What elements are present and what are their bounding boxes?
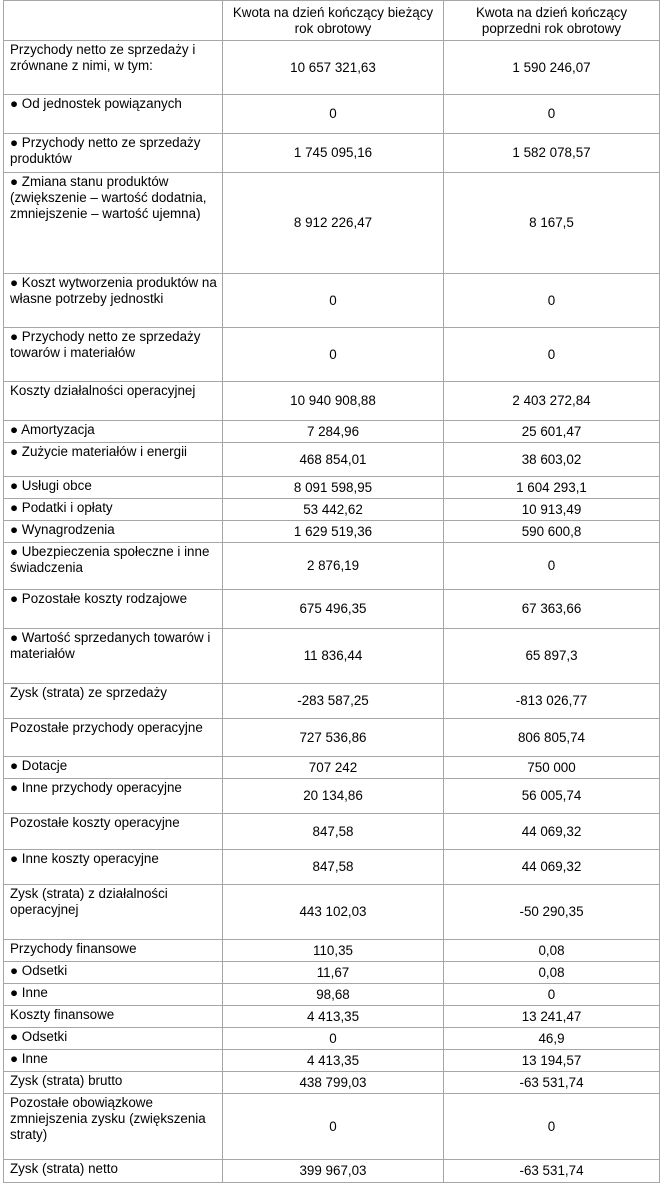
row-label: ● Ubezpieczenia społeczne i inne świadczenia [4, 543, 223, 590]
row-label: Zysk (strata) brutto [4, 1072, 223, 1094]
table-row [4, 443, 660, 477]
row-label: ● Usługi obce [4, 477, 223, 499]
value-current-year: 707 242 [223, 757, 444, 779]
value-current-year: 847,58 [223, 850, 444, 885]
value-current-year: 110,35 [223, 940, 444, 962]
value-previous-year: 0 [444, 984, 660, 1006]
value-current-year: 10 940 908,88 [223, 382, 444, 421]
value-current-year: 2 876,19 [223, 543, 444, 590]
table-row [4, 543, 660, 590]
value-current-year: 4 413,35 [223, 1006, 444, 1028]
value-current-year: 847,58 [223, 814, 444, 850]
value-previous-year: 44 069,32 [444, 814, 660, 850]
table-row [4, 885, 660, 940]
value-previous-year: 44 069,32 [444, 850, 660, 885]
table-row [4, 274, 660, 328]
table-row [4, 590, 660, 629]
table-row [4, 684, 660, 719]
value-previous-year: 10 913,49 [444, 499, 660, 521]
value-previous-year: 1 582 078,57 [444, 134, 660, 173]
value-previous-year: 46,9 [444, 1028, 660, 1050]
value-previous-year: 0 [444, 1094, 660, 1160]
row-label: ● Inne koszty operacyjne [4, 850, 223, 885]
value-previous-year: -63 531,74 [444, 1072, 660, 1094]
value-current-year: 98,68 [223, 984, 444, 1006]
table-row [4, 629, 660, 684]
table-header-row [4, 1, 660, 41]
table-row [4, 95, 660, 134]
row-label: Zysk (strata) ze sprzedaży [4, 684, 223, 719]
table-row [4, 814, 660, 850]
row-label: ● Odsetki [4, 1028, 223, 1050]
row-label: ● Wynagrodzenia [4, 521, 223, 543]
value-current-year: 8 091 598,95 [223, 477, 444, 499]
row-label: Zysk (strata) z działalności operacyjnej [4, 885, 223, 940]
value-previous-year: 590 600,8 [444, 521, 660, 543]
table-row [4, 850, 660, 885]
row-label: ● Odsetki [4, 962, 223, 984]
table-row [4, 499, 660, 521]
table-row [4, 1072, 660, 1094]
table-row [4, 521, 660, 543]
table-row [4, 134, 660, 173]
value-current-year: 0 [223, 95, 444, 134]
value-previous-year: -63 531,74 [444, 1160, 660, 1183]
row-label: ● Dotacje [4, 757, 223, 779]
value-current-year: 0 [223, 1028, 444, 1050]
row-label: ● Zmiana stanu produktów (zwiększenie – wartość dodatnia, zmniejszenie – wartość ujemna) [4, 173, 223, 274]
table-row [4, 382, 660, 421]
value-previous-year: 750 000 [444, 757, 660, 779]
value-previous-year: 13 241,47 [444, 1006, 660, 1028]
value-current-year: 1 629 519,36 [223, 521, 444, 543]
value-previous-year: 0 [444, 274, 660, 328]
header-previous-year: Kwota na dzień kończący poprzedni rok obrotowy [444, 1, 660, 41]
row-label: ● Przychody netto ze sprzedaży produktów [4, 134, 223, 173]
value-current-year: 0 [223, 274, 444, 328]
value-previous-year: 0 [444, 328, 660, 382]
header-corner-cell [4, 1, 223, 41]
row-label: ● Pozostałe koszty rodzajowe [4, 590, 223, 629]
table-row [4, 779, 660, 814]
value-previous-year: -50 290,35 [444, 885, 660, 940]
value-current-year: 727 536,86 [223, 719, 444, 757]
value-previous-year: 38 603,02 [444, 443, 660, 477]
table-row [4, 1050, 660, 1072]
row-label: ● Przychody netto ze sprzedaży towarów i materiałów [4, 328, 223, 382]
table-row [4, 328, 660, 382]
value-current-year: 1 745 095,16 [223, 134, 444, 173]
value-previous-year: 1 590 246,07 [444, 41, 660, 95]
table-row [4, 173, 660, 274]
value-previous-year: 0 [444, 95, 660, 134]
table-row [4, 421, 660, 443]
value-current-year: 11 836,44 [223, 629, 444, 684]
row-label: Przychody netto ze sprzedaży i zrównane z nimi, w tym: [4, 41, 223, 95]
row-label: ● Inne przychody operacyjne [4, 779, 223, 814]
table-row [4, 477, 660, 499]
row-label: ● Podatki i opłaty [4, 499, 223, 521]
value-previous-year: 56 005,74 [444, 779, 660, 814]
value-current-year: 53 442,62 [223, 499, 444, 521]
row-label: Koszty finansowe [4, 1006, 223, 1028]
table-body [4, 41, 660, 1183]
value-current-year: 438 799,03 [223, 1072, 444, 1094]
row-label: ● Zużycie materiałów i energii [4, 443, 223, 477]
row-label: ● Amortyzacja [4, 421, 223, 443]
table-row [4, 757, 660, 779]
value-current-year: 20 134,86 [223, 779, 444, 814]
value-current-year: 443 102,03 [223, 885, 444, 940]
value-current-year: 0 [223, 1094, 444, 1160]
value-previous-year: 25 601,47 [444, 421, 660, 443]
value-previous-year: 0,08 [444, 962, 660, 984]
value-previous-year: 13 194,57 [444, 1050, 660, 1072]
row-label: ● Inne [4, 1050, 223, 1072]
row-label: Przychody finansowe [4, 940, 223, 962]
row-label: ● Od jednostek powiązanych [4, 95, 223, 134]
value-previous-year: 67 363,66 [444, 590, 660, 629]
row-label: ● Inne [4, 984, 223, 1006]
table-row [4, 719, 660, 757]
row-label: ● Wartość sprzedanych towarów i materiałów [4, 629, 223, 684]
value-previous-year: 2 403 272,84 [444, 382, 660, 421]
value-current-year: 675 496,35 [223, 590, 444, 629]
income-statement-table [3, 0, 660, 1183]
value-current-year: -283 587,25 [223, 684, 444, 719]
value-current-year: 11,67 [223, 962, 444, 984]
header-current-year: Kwota na dzień kończący bieżący rok obrotowy [223, 1, 444, 41]
row-label: Pozostałe koszty operacyjne [4, 814, 223, 850]
value-current-year: 8 912 226,47 [223, 173, 444, 274]
row-label: Koszty działalności operacyjnej [4, 382, 223, 421]
table-row [4, 1160, 660, 1183]
row-label: Pozostałe obowiązkowe zmniejszenia zysku (zwiększenia straty) [4, 1094, 223, 1160]
value-current-year: 4 413,35 [223, 1050, 444, 1072]
table-row [4, 984, 660, 1006]
value-previous-year: 806 805,74 [444, 719, 660, 757]
row-label: Zysk (strata) netto [4, 1160, 223, 1183]
value-previous-year: 0,08 [444, 940, 660, 962]
table-row [4, 1028, 660, 1050]
table-row [4, 940, 660, 962]
table-row [4, 962, 660, 984]
value-current-year: 468 854,01 [223, 443, 444, 477]
value-previous-year: -813 026,77 [444, 684, 660, 719]
value-previous-year: 1 604 293,1 [444, 477, 660, 499]
row-label: Pozostałe przychody operacyjne [4, 719, 223, 757]
row-label: ● Koszt wytworzenia produktów na własne potrzeby jednostki [4, 274, 223, 328]
value-previous-year: 0 [444, 543, 660, 590]
value-current-year: 7 284,96 [223, 421, 444, 443]
value-current-year: 399 967,03 [223, 1160, 444, 1183]
table-row [4, 41, 660, 95]
value-current-year: 0 [223, 328, 444, 382]
value-previous-year: 65 897,3 [444, 629, 660, 684]
table-row [4, 1094, 660, 1160]
value-current-year: 10 657 321,63 [223, 41, 444, 95]
table-row [4, 1006, 660, 1028]
value-previous-year: 8 167,5 [444, 173, 660, 274]
